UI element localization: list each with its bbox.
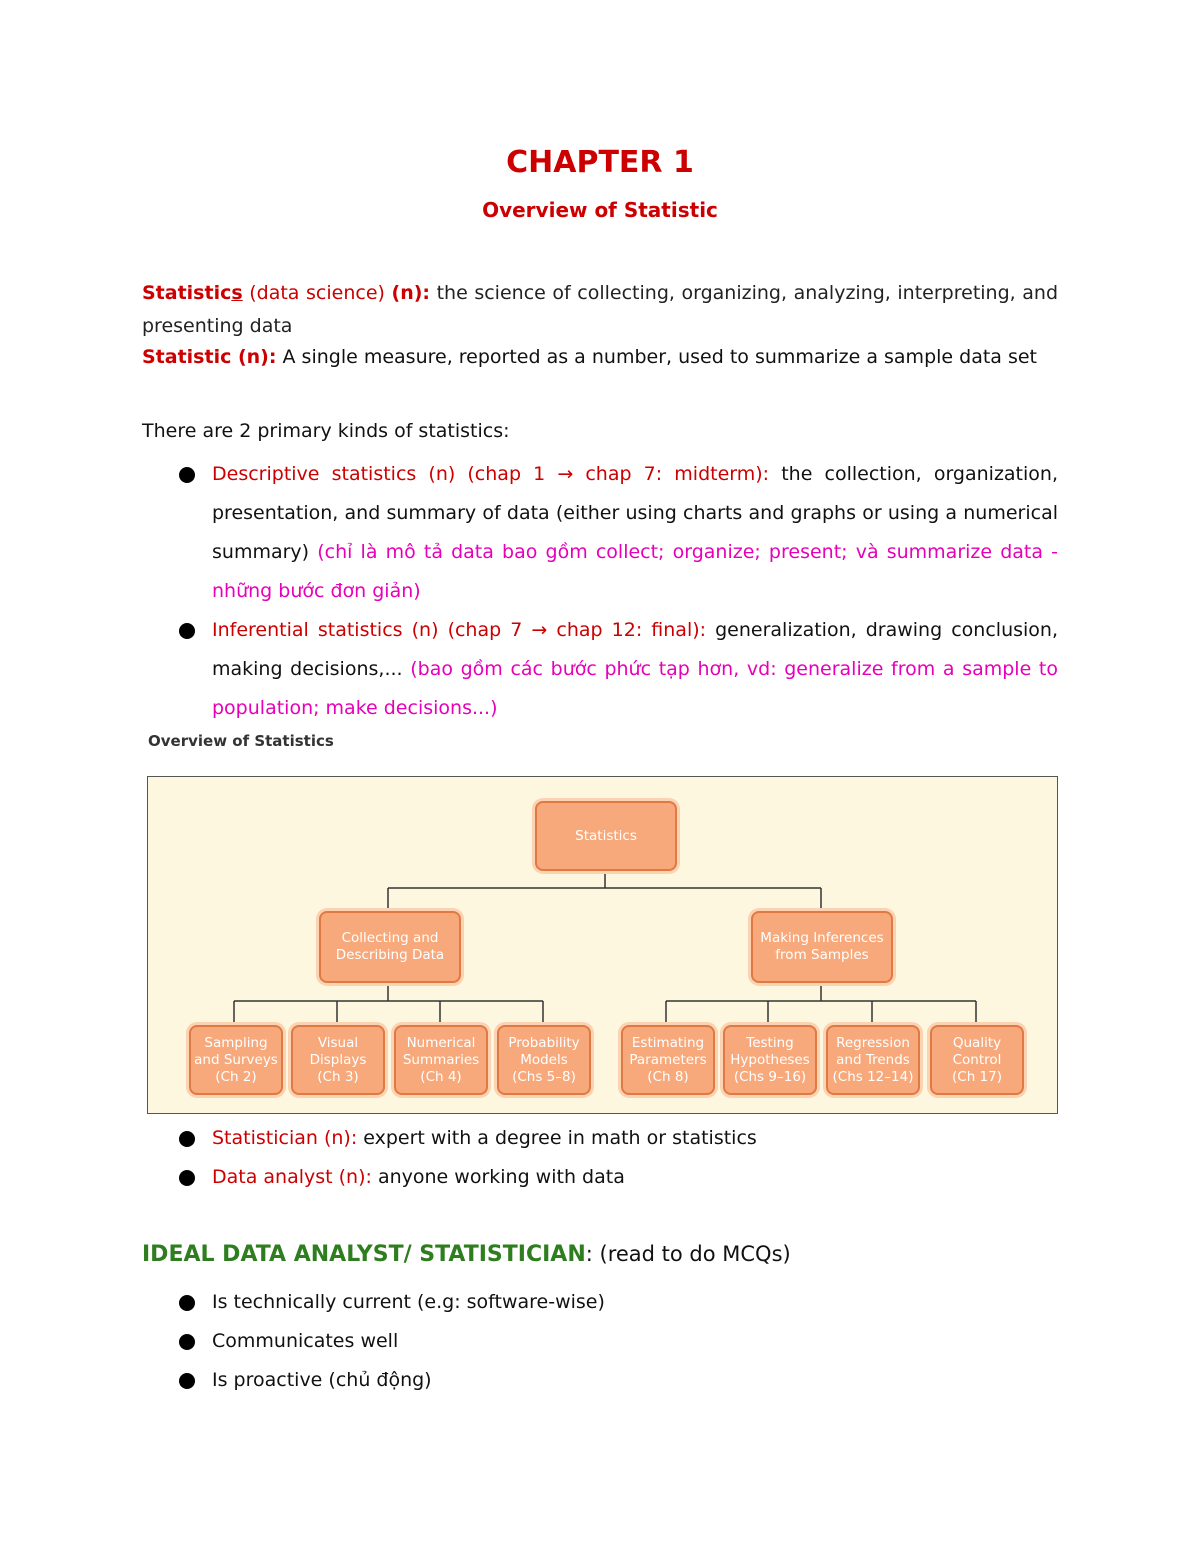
definition-text: the science of collecting, organizing, analyzing, interpreting, and presenting data <box>142 282 1059 337</box>
term-pos: (n): <box>391 282 431 304</box>
kind-def: generalization, drawing conclusion, making decisions,... <box>212 619 1058 680</box>
list-item <box>142 1283 1058 1322</box>
node-regression-trends: Regression and Trends (Chs 12–14) <box>826 1025 920 1095</box>
role-def: anyone working with data <box>371 1166 625 1188</box>
node-statistics: Statistics <box>535 801 677 871</box>
bullet-icon <box>179 1334 195 1350</box>
definition-statistic <box>142 342 1082 372</box>
bullet-icon <box>179 467 195 483</box>
kind-term: Inferential statistics (n) (chap 7 → chap 12: final): <box>212 619 707 641</box>
list-item <box>142 455 1058 611</box>
node-making-inferences: Making Inferences from Samples <box>751 911 893 983</box>
role-term: Data analyst (n): <box>212 1166 372 1188</box>
kind-term: Descriptive statistics (n) (chap 1 → chap 7: midterm): <box>212 463 770 485</box>
node-estimating-parameters: Estimating Parameters (Ch 8) <box>621 1025 715 1095</box>
term-statistic: Statistic (n): <box>142 346 277 368</box>
overview-label: Overview of Statistics <box>148 732 334 750</box>
ideal-item: Is proactive (chủ động) <box>212 1369 432 1391</box>
kind-def: the collection, organization, presentation, and summary of data (either using charts and graphs or using a numerical summary) <box>212 463 1058 563</box>
bullet-icon <box>179 1131 195 1147</box>
bullet-icon <box>179 623 195 639</box>
definition-text: A single measure, reported as a number, used to summarize a sample data set <box>276 346 1038 368</box>
ideal-heading-note: : (read to do MCQs) <box>585 1242 791 1266</box>
node-collecting-describing: Collecting and Describing Data <box>319 911 461 983</box>
list-item <box>142 1158 1058 1197</box>
ideal-list <box>142 1283 1058 1400</box>
node-visual-displays: Visual Displays (Ch 3) <box>291 1025 385 1095</box>
definition-statistics <box>142 277 1058 343</box>
node-numerical-summaries: Numerical Summaries (Ch 4) <box>394 1025 488 1095</box>
node-probability-models: Probability Models (Chs 5–8) <box>497 1025 591 1095</box>
ideal-item: Is technically current (e.g: software-wise) <box>212 1291 605 1313</box>
bullet-icon <box>179 1170 195 1186</box>
kinds-intro: There are 2 primary kinds of statistics: <box>142 420 510 442</box>
ideal-heading-text: IDEAL DATA ANALYST/ STATISTICIAN <box>142 1242 586 1267</box>
list-item <box>142 611 1058 728</box>
node-sampling-surveys: Sampling and Surveys (Ch 2) <box>189 1025 283 1095</box>
kind-note: (bao gồm các bước phức tạp hơn, vd: generalize from a sample to population; make decisions...) <box>212 658 1059 719</box>
kinds-list <box>142 455 1058 728</box>
term-statistics: Statistics <box>142 282 243 304</box>
ideal-item: Communicates well <box>212 1330 399 1352</box>
role-def: expert with a degree in math or statistics <box>357 1127 757 1149</box>
chapter-subtitle: Overview of Statistic <box>482 198 718 222</box>
roles-list <box>142 1119 1058 1197</box>
kind-note: (chỉ là mô tả data bao gồm collect; organize; present; và summarize data - những bước đơn giản) <box>212 541 1059 602</box>
list-item <box>142 1322 1058 1361</box>
overview-diagram <box>147 776 1058 1114</box>
list-item <box>142 1361 1058 1400</box>
ideal-heading <box>142 1242 791 1267</box>
bullet-icon <box>179 1373 195 1389</box>
bullet-icon <box>179 1295 195 1311</box>
node-quality-control: Quality Control (Ch 17) <box>930 1025 1024 1095</box>
chapter-title: CHAPTER 1 <box>506 145 694 180</box>
list-item <box>142 1119 1058 1158</box>
role-term: Statistician (n): <box>212 1127 358 1149</box>
node-testing-hypotheses: Testing Hypotheses (Chs 9–16) <box>723 1025 817 1095</box>
term-paren: (data science) <box>242 282 392 304</box>
